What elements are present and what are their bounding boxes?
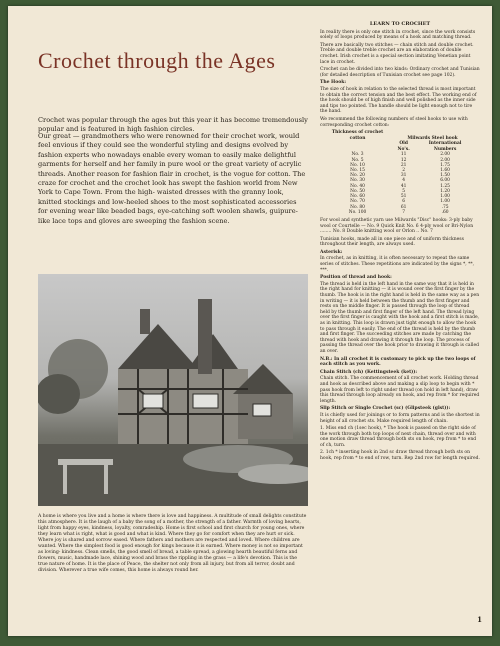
paragraph: We recommend the following numbers of steel hooks to use with corresponding crochet cotton:: [320, 116, 468, 128]
section-heading-chain: Chain Stitch (ch) (Kettingsteek (ket)):: [320, 369, 418, 375]
paragraph: The size of hook in relation to the selected thread is most important to obtain the correct tension and the best effect. The working end of the hook should be of high finish and well polished as the inner side and tips too pointed. The handle should be light enough not to tire the hand.: [320, 86, 477, 115]
table-caption: Milwards Steel hook: [407, 135, 458, 141]
table-cell: No. 3: [351, 152, 364, 158]
house-illustration: [38, 274, 308, 506]
table-header: Thickness of crochet cotton: [331, 130, 384, 141]
table-cell: 1.25: [440, 183, 450, 189]
table-cell: 2.00: [440, 152, 450, 158]
magazine-page: [8, 6, 492, 636]
table-cell: .75: [441, 204, 449, 210]
table-cell: 21: [400, 162, 407, 168]
table-cell: 12: [400, 157, 407, 163]
table-cell: 5: [402, 188, 406, 194]
table-cell: 6.00: [440, 178, 450, 184]
table-cell: No. 100: [348, 209, 367, 215]
table-cell: No. 60: [350, 194, 365, 200]
article-title: Crochet through the Ages: [38, 48, 276, 73]
table-cell: No. 20: [350, 173, 365, 179]
hook-size-table: [324, 130, 474, 215]
page-number: 1: [477, 615, 482, 624]
paragraph: There are basically two stitches — chain stitch and double crochet. Treble and double treble crochet are an elaboration of double crochet. Irish crochet is a special section imitating Venetian point lace in crochet.: [320, 42, 474, 65]
table-cell: 6: [402, 199, 406, 205]
photo-caption: A home is where you live and a home is where there is love and happiness. A multitude of small delights constitute this atmosphere. It is the laugh of a baby the song of a mother, the strength of a father. Warmth of loving hearts, light from happy eyes, kindness, loyalty, comradeship. Home is first school and first church for young ones, where they learn what is right, what is good and what is kind. Where they go for comfort when they are hurt or sick. Where joy is shared and sorrow eased. Where fathers and mothers are respected and loved. Where children are wanted. Where the simplest food is good enough for kings because it is earned. Where money is not so important as loving- kindness. Clean smells, the good smell of bread, a table spread, a glowing hearth beautiful ferns and flowers, music, handmade lace, shining wood and brass the rippling in the grass — a life's devotion. This is the true nature of home. It is the place of Peace, the shelter not only from all injury, but from all terror, doubt and division. Wherever a true wife comes, this home is always round her.: [38, 514, 307, 573]
column-heading: LEARN TO CROCHET: [369, 21, 431, 27]
table-cell: 1.50: [440, 173, 450, 179]
table-cell: 2: [402, 168, 406, 174]
table-cell: 41: [400, 183, 407, 189]
table-cell: 1.00: [440, 194, 450, 200]
table-cell: 61: [400, 204, 407, 210]
paragraph: 1. Miss end ch (1sec hook), * The hook is passed on the right side of the work through both top loops of next chain, thread over and with one motion draw thread through both sts on hook, rep from * to end of ch, turn.: [320, 426, 477, 448]
table-cell: 11: [400, 152, 407, 158]
section-heading-hook: The Hook:: [320, 80, 347, 86]
paragraph: Tunisian hooks, made all in one piece and of uniform thickness throughout their length, are always used.: [320, 236, 464, 248]
table-header: International Numbers: [428, 141, 462, 152]
table-cell: No. 70: [350, 199, 365, 205]
paragraph: The thread is held in the left hand in the same way that it is held in the right hand for knitting — it is wound over the first finger by the thumb. The hook is in the right hand is held in the same way as a pen in writing — it is held between the thumb and the first finger and rests on the middle finger. It is passed through the loop of thread held by the thumb and first finger of the left hand. The thread lying over the first finger is caught with the hook and a first stitch is made, as in knitting. This loop is drawn just tight enough to allow the hook to pass through it easily. The end of the thread is held by the thumb and first finger. The succeeding stitches are made by catching the thread with hook and drawing it through the loop. The process of passing the thread over the hook prior to drawing it through is called an over.: [320, 281, 480, 354]
table-cell: No. 5: [351, 157, 364, 163]
table-cell: No. 80: [350, 204, 365, 210]
table-cell: 1.60: [440, 168, 450, 174]
table-cell: 2.00: [440, 157, 450, 163]
section-heading-position: Position of thread and hook:: [320, 275, 392, 281]
tudor-house-photo: [38, 274, 308, 506]
table-cell: 1.00: [440, 199, 450, 205]
table-cell: No. 40: [350, 183, 365, 189]
table-cell: 7: [402, 209, 406, 215]
table-header: Old No's.: [397, 141, 410, 152]
paragraph: For wool and synthetic yarn use Milwards "Disc" hooks: 3-ply baby wool or Courtelle — No. 9 Quick Knit No. 6 4-ply wool or Bri-Nylon ........ No. 8 Double knitting wool or Orlon .. No. 7: [320, 217, 474, 235]
table-cell: No. 10: [350, 162, 365, 168]
hook-table-body: [324, 152, 474, 214]
table-cell: 1.75: [440, 162, 450, 168]
section-heading-slip: Slip Stitch or Single Crochet (sc) (Glipsteek (glst)):: [320, 406, 451, 412]
paragraph: It is chiefly used for joinings or to form patterns and is the shortest in height of all crochet sts. Make required length of chain.: [320, 412, 480, 424]
table-row: [324, 210, 474, 215]
article-intro: Crochet was popular through the ages but this year it has become tremendously popular and is featured in high fashion circles.: [38, 116, 308, 133]
paragraph: Chain stitch. The commencement of all crochet work. Holding thread and hook as described above and making a slip loop to begin with * pass hook from left to right under thread (on hold in left hand), draw this thread through loop already on hook, and rep from * for required length.: [320, 376, 480, 404]
paragraph: In reality there is only one stitch in crochet, since the work consists solely of loops produced by means of a hook and matching thread.: [320, 29, 476, 41]
table-cell: No. 15: [350, 168, 365, 174]
paragraph: In crochet, as in knitting, it is often necessary to repeat the same series of stitches. These repetitions are indicated by the signs *, **, ***.: [320, 256, 475, 273]
paragraph: 2. 1ch * inserting hook in 2nd sc draw thread through both sts on hook, rep from * to end of row, turn. Rep 2nd row for length required.: [320, 450, 480, 462]
table-cell: 31: [400, 173, 407, 179]
paragraph: Crochet can be divided into two kinds: Ordinary crochet and Tunisian (for detailed description of Tunisian crochet see page 102).: [320, 67, 480, 78]
table-cell: 1.20: [440, 188, 450, 194]
table-cell: .60: [441, 209, 449, 215]
table-cell: 4: [402, 178, 406, 184]
nb-note: N.B.: In all crochet it is customary to pick up the two loops of each stitch as you work.: [320, 356, 476, 368]
table-cell: No. 30: [350, 178, 365, 184]
table-cell: No. 50: [350, 188, 365, 194]
article-body: Our great — grandmothers who were renowned for their crochet work, would feel envious if they could see the wonderful styling and designs evolved by fashion experts who nowadays enable every woman to easily make delightful garments for herself and her family in pure wool or the great variety of acrylic threads. Another reason for fashion flair in crochet, is the vogue for cotton. The craze for crochet and the crochet look has swept the fashion world from New York to Cape Town. From the high- waisted dresses with the granny look, knitted stockings and low-heeled shoes to the most sophisticated accessories for evening wear like beaded bags, eye-catching soft woolen shawls, guipure-like lace tops and gloves are sweeping the fashion scene.: [38, 132, 306, 225]
table-cell: 51: [400, 194, 407, 200]
learn-to-crochet-column: [320, 22, 480, 464]
section-heading-asterisk: Asterisk:: [320, 249, 343, 255]
